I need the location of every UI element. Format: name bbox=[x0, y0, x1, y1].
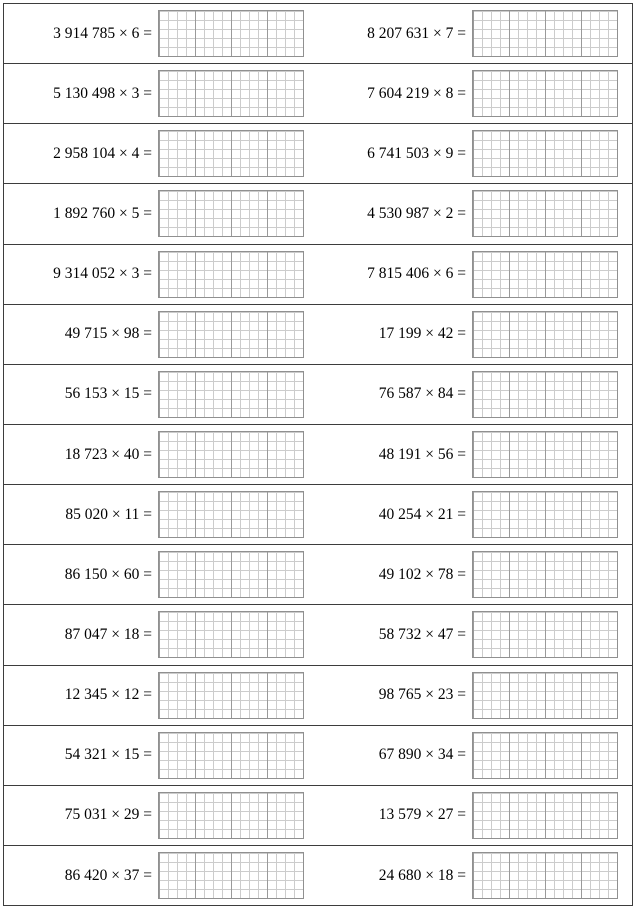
problem-cell-right bbox=[318, 4, 632, 63]
answer-grid bbox=[158, 311, 304, 358]
problem-cell-right bbox=[318, 666, 632, 725]
answer-grid bbox=[472, 491, 618, 538]
problem-cell-right bbox=[318, 64, 632, 123]
answer-grid bbox=[472, 792, 618, 839]
problem-cell-right bbox=[318, 305, 632, 364]
problem-cell-right bbox=[318, 425, 632, 484]
problem-expression: 12 345 × 12 = bbox=[64, 686, 152, 704]
answer-grid bbox=[472, 732, 618, 779]
problem-expression: 7 604 219 × 8 = bbox=[367, 84, 466, 102]
problem-cell-left bbox=[4, 605, 318, 664]
problem-cell-left bbox=[4, 245, 318, 304]
problem-cell-left bbox=[4, 485, 318, 544]
answer-grid bbox=[158, 491, 304, 538]
problem-cell-right bbox=[318, 485, 632, 544]
problem-row bbox=[4, 545, 632, 605]
answer-grid bbox=[472, 672, 618, 719]
problem-expression: 8 207 631 × 7 = bbox=[367, 24, 466, 42]
answer-grid bbox=[158, 792, 304, 839]
problem-cell-left bbox=[4, 786, 318, 845]
problem-expression: 9 314 052 × 3 = bbox=[53, 265, 152, 283]
problem-cell-right bbox=[318, 605, 632, 664]
answer-grid bbox=[472, 311, 618, 358]
answer-grid bbox=[472, 251, 618, 298]
answer-grid bbox=[158, 672, 304, 719]
answer-grid bbox=[158, 10, 304, 57]
problem-row bbox=[4, 365, 632, 425]
problems-table bbox=[3, 3, 633, 906]
problem-cell-right bbox=[318, 786, 632, 845]
problem-expression: 13 579 × 27 = bbox=[378, 806, 466, 824]
problem-expression: 5 130 498 × 3 = bbox=[53, 84, 152, 102]
problem-row bbox=[4, 846, 632, 905]
problem-row bbox=[4, 485, 632, 545]
problem-expression: 56 153 × 15 = bbox=[64, 385, 152, 403]
answer-grid bbox=[472, 551, 618, 598]
problem-cell-right bbox=[318, 184, 632, 243]
problem-row bbox=[4, 64, 632, 124]
problem-row bbox=[4, 425, 632, 485]
problem-cell-left bbox=[4, 726, 318, 785]
problem-cell-right bbox=[318, 846, 632, 905]
problem-cell-right bbox=[318, 545, 632, 604]
answer-grid bbox=[472, 10, 618, 57]
answer-grid bbox=[472, 431, 618, 478]
problem-row bbox=[4, 184, 632, 244]
problem-cell-left bbox=[4, 666, 318, 725]
problem-cell-left bbox=[4, 545, 318, 604]
problem-expression: 24 680 × 18 = bbox=[378, 866, 466, 884]
answer-grid bbox=[158, 551, 304, 598]
answer-grid bbox=[472, 130, 618, 177]
answer-grid bbox=[158, 251, 304, 298]
problem-cell-left bbox=[4, 365, 318, 424]
problem-expression: 1 892 760 × 5 = bbox=[53, 204, 152, 222]
answer-grid bbox=[472, 70, 618, 117]
problem-expression: 18 723 × 40 = bbox=[64, 445, 152, 463]
problem-expression: 40 254 × 21 = bbox=[378, 505, 466, 523]
problem-expression: 76 587 × 84 = bbox=[378, 385, 466, 403]
answer-grid bbox=[158, 70, 304, 117]
problem-cell-left bbox=[4, 184, 318, 243]
problem-expression: 3 914 785 × 6 = bbox=[53, 24, 152, 42]
answer-grid bbox=[472, 371, 618, 418]
answer-grid bbox=[158, 611, 304, 658]
answer-grid bbox=[472, 611, 618, 658]
problem-row bbox=[4, 305, 632, 365]
problem-expression: 17 199 × 42 = bbox=[378, 325, 466, 343]
answer-grid bbox=[158, 371, 304, 418]
problem-cell-right bbox=[318, 124, 632, 183]
problem-expression: 2 958 104 × 4 = bbox=[53, 144, 152, 162]
problem-row bbox=[4, 245, 632, 305]
problem-expression: 98 765 × 23 = bbox=[378, 686, 466, 704]
problem-row bbox=[4, 786, 632, 846]
answer-grid bbox=[158, 431, 304, 478]
problem-cell-right bbox=[318, 726, 632, 785]
problem-cell-right bbox=[318, 365, 632, 424]
problem-expression: 49 715 × 98 = bbox=[64, 325, 152, 343]
problem-expression: 6 741 503 × 9 = bbox=[367, 144, 466, 162]
answer-grid bbox=[158, 130, 304, 177]
problem-row bbox=[4, 4, 632, 64]
problem-expression: 7 815 406 × 6 = bbox=[367, 265, 466, 283]
answer-grid bbox=[472, 852, 618, 899]
problem-expression: 4 530 987 × 2 = bbox=[367, 204, 466, 222]
problem-expression: 48 191 × 56 = bbox=[378, 445, 466, 463]
problem-expression: 75 031 × 29 = bbox=[64, 806, 152, 824]
problem-row bbox=[4, 124, 632, 184]
problem-cell-right bbox=[318, 245, 632, 304]
problem-cell-left bbox=[4, 305, 318, 364]
problem-row bbox=[4, 666, 632, 726]
problem-expression: 67 890 × 34 = bbox=[378, 746, 466, 764]
problem-cell-left bbox=[4, 64, 318, 123]
problem-expression: 85 020 × 11 = bbox=[65, 505, 152, 523]
problem-expression: 87 047 × 18 = bbox=[64, 625, 152, 643]
problem-row bbox=[4, 726, 632, 786]
answer-grid bbox=[158, 732, 304, 779]
problem-cell-left bbox=[4, 124, 318, 183]
problem-expression: 58 732 × 47 = bbox=[378, 625, 466, 643]
answer-grid bbox=[472, 190, 618, 237]
problem-expression: 86 420 × 37 = bbox=[64, 866, 152, 884]
problem-expression: 54 321 × 15 = bbox=[64, 746, 152, 764]
problem-cell-left bbox=[4, 846, 318, 905]
problem-expression: 49 102 × 78 = bbox=[378, 565, 466, 583]
answer-grid bbox=[158, 852, 304, 899]
problem-cell-left bbox=[4, 425, 318, 484]
problem-expression: 86 150 × 60 = bbox=[64, 565, 152, 583]
problem-cell-left bbox=[4, 4, 318, 63]
problem-row bbox=[4, 605, 632, 665]
answer-grid bbox=[158, 190, 304, 237]
